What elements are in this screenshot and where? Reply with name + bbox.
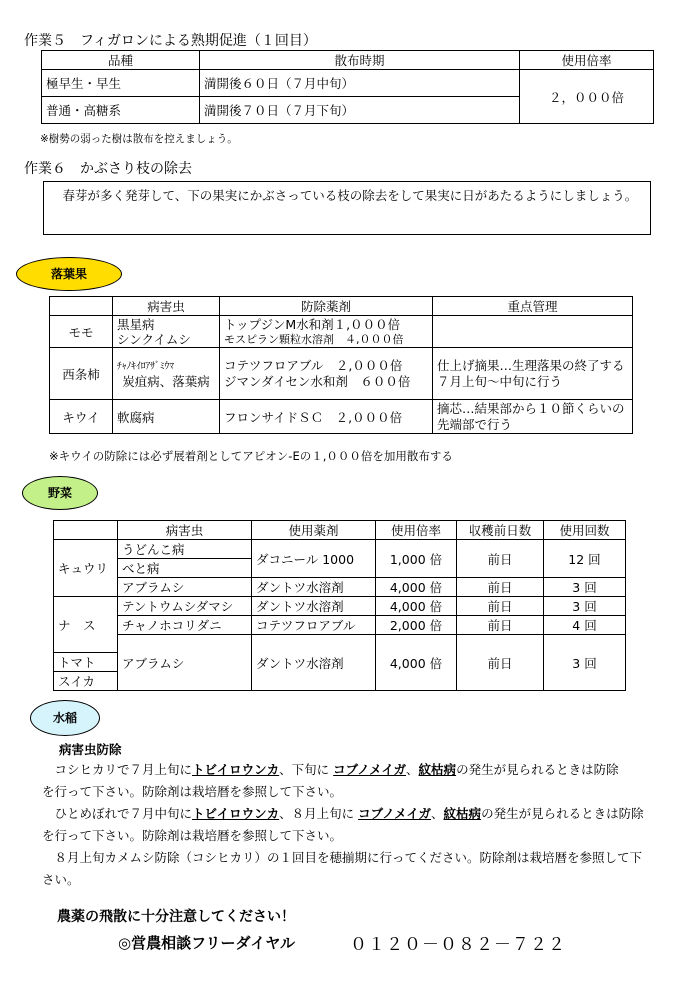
drug-item: トップジンM水和剤１,０００倍: [224, 316, 401, 332]
text: ひとめぼれで７月中旬に: [42, 806, 193, 821]
task5-header-rate: 使用倍率: [520, 51, 654, 70]
drug-item: フロンサイドＳＣ ２,０００倍: [224, 409, 403, 425]
deciduous-mgmt-peach: [433, 316, 633, 348]
rice-paragraph-3: ８月上旬カメムシ防除（コシヒカリ）の１回目を穂揃期に行ってください。防除剤は栽培暦を参照して下: [42, 850, 643, 865]
deciduous-header-crop: [50, 297, 113, 316]
task5-timing-1: 満開後６０日（７月中旬）: [200, 70, 520, 97]
task5-variety-1: 極早生・早生: [42, 70, 200, 97]
veg-harvest: 前日: [457, 578, 544, 597]
veg-count: 12 回: [544, 540, 626, 578]
pest-leaf-folder: コブノメイガ: [333, 762, 407, 777]
pest-item: 黒星病: [117, 316, 155, 332]
veg-pest: テントウムシダマシ: [118, 597, 252, 616]
pest-item: 軟腐病: [117, 409, 155, 425]
vegetables-table: [53, 520, 626, 691]
task6-body-box: [43, 181, 651, 235]
pest-item: シンクイムシ: [117, 331, 191, 347]
rice-paragraph-2: [42, 804, 692, 823]
deciduous-note: ※キウイの防除には必ず展着剤としてアピオン-Eの１,０００倍を加用散布する: [49, 449, 453, 463]
veg-drug: ダコニール 1000: [252, 540, 376, 578]
veg-harvest: 前日: [457, 635, 544, 691]
veg-rate: 4,000 倍: [376, 597, 457, 616]
rice-paragraph-1: [42, 760, 692, 779]
task5-rate: ２，０００倍: [520, 70, 654, 124]
veg-header-drug: 使用薬剤: [252, 521, 376, 540]
veg-header-count: 使用回数: [544, 521, 626, 540]
rice-paragraph-3b: さい。: [42, 872, 80, 887]
veg-count: 3 回: [544, 578, 626, 597]
rice-paragraph-1b: を行って下さい。防除剤は栽培暦を参照して下さい。: [42, 784, 343, 799]
veg-pest: チャノホコリダニ: [118, 616, 252, 635]
deciduous-drugs-peach: [220, 316, 433, 348]
drug-item: ジマンダイセン水和剤 ６００倍: [224, 373, 411, 389]
veg-pest: アブラムシ: [118, 578, 252, 597]
veg-harvest: 前日: [457, 540, 544, 578]
task5-title: 作業５ フィガロンによる熟期促進（１回目）: [24, 33, 317, 49]
text: 、: [431, 806, 444, 821]
deciduous-crop-persimmon: 西条柿: [50, 348, 113, 400]
deciduous-drugs-kiwi: [220, 400, 433, 434]
veg-harvest: 前日: [457, 616, 544, 635]
text: の発生が見られるときは防除: [481, 806, 644, 821]
pest-sheath-blight: 紋枯病: [443, 806, 482, 821]
veg-crop-cucumber: キュウリ: [54, 540, 118, 597]
footer-hotline-label: ◎営農相談フリーダイヤル: [118, 934, 296, 952]
veg-rate: 2,000 倍: [376, 616, 457, 635]
text: 、８月上旬に: [279, 806, 359, 821]
veg-rate: 4,000 倍: [376, 635, 457, 691]
veg-pest: うどんこ病: [118, 540, 252, 559]
veg-header-crop: [54, 521, 118, 540]
veg-header-rate: 使用倍率: [376, 521, 457, 540]
deciduous-mgmt-persimmon: 仕上げ摘果…生理落果の終了する７月上旬～中旬に行う: [433, 348, 633, 400]
deciduous-pests-kiwi: [113, 400, 220, 434]
footer-hotline-number[interactable]: ０１２０－０８２－７２２: [350, 935, 566, 955]
pest-brown-planthopper: トビイロウンカ: [192, 806, 280, 821]
task5-header-timing: 散布時期: [200, 51, 520, 70]
rice-body: [42, 760, 692, 889]
text: 、: [406, 762, 419, 777]
drug-item: モスピラン顆粒水溶剤 ４,０００倍: [224, 332, 404, 346]
veg-crop-eggplant: ナ ス: [54, 597, 118, 653]
veg-crop-tomato: トマト: [54, 653, 118, 672]
vegetables-label: 野菜: [22, 476, 98, 510]
veg-drug: ダントツ水溶剤: [252, 578, 376, 597]
veg-rate: 1,000 倍: [376, 540, 457, 578]
veg-drug: ダントツ水溶剤: [252, 635, 376, 691]
veg-drug: コテツフロアブル: [252, 616, 376, 635]
deciduous-table: [49, 296, 633, 434]
veg-header-pest: 病害虫: [118, 521, 252, 540]
deciduous-pests-persimmon: [113, 348, 220, 400]
task5-variety-2: 普通・高糖系: [42, 97, 200, 124]
task5-table: [41, 50, 654, 124]
deciduous-crop-peach: モモ: [50, 316, 113, 348]
pest-item: ﾁｬﾉｷｲﾛｱｻﾞﾐｳﾏ: [117, 360, 175, 372]
task5-timing-2: 満開後７０日（７月下旬）: [200, 97, 520, 124]
rice-heading: 病害虫防除: [59, 742, 122, 757]
text: の発生が見られるときは防除: [456, 762, 619, 777]
deciduous-header-mgmt: 重点管理: [433, 297, 633, 316]
deciduous-crop-kiwi: キウイ: [50, 400, 113, 434]
veg-pest: アブラムシ: [118, 635, 252, 691]
task5-note: ※樹勢の弱った樹は散布を控えましょう。: [40, 133, 238, 145]
drug-item: コテツフロアブル ２,０００倍: [224, 357, 403, 373]
veg-count: 3 回: [544, 597, 626, 616]
deciduous-mgmt-kiwi: 摘芯…結果部から１０節くらいの先端部で行う: [433, 400, 633, 434]
footer-warning: 農薬の飛散に十分注意してください！: [57, 909, 295, 925]
pest-sheath-blight: 紋枯病: [418, 762, 457, 777]
veg-pest: べと病: [118, 559, 252, 578]
task5-header-variety: 品種: [42, 51, 200, 70]
veg-rate: 4,000 倍: [376, 578, 457, 597]
veg-harvest: 前日: [457, 597, 544, 616]
task6-title: 作業６ かぶさり枝の除去: [24, 161, 192, 177]
text: 、下旬に: [279, 762, 334, 777]
veg-count: 4 回: [544, 616, 626, 635]
rice-label: 水稲: [30, 700, 100, 736]
deciduous-header-pest: 病害虫: [113, 297, 220, 316]
deciduous-label: 落葉果: [16, 257, 122, 291]
pest-brown-planthopper: トビイロウンカ: [192, 762, 280, 777]
veg-header-harvest: 収穫前日数: [457, 521, 544, 540]
veg-drug: ダントツ水溶剤: [252, 597, 376, 616]
deciduous-header-drug: 防除薬剤: [220, 297, 433, 316]
text: コシヒカリで７月上旬に: [42, 762, 193, 777]
veg-crop-watermelon: スイカ: [54, 672, 118, 691]
pest-item: 炭疽病、落葉病: [122, 373, 210, 389]
deciduous-pests-peach: [113, 316, 220, 348]
task6-body: 春芽が多く発芽して、下の果実にかぶさっている枝の除去をして果実に日があたるようにしましょう。: [50, 188, 638, 203]
deciduous-drugs-persimmon: [220, 348, 433, 400]
veg-count: 3 回: [544, 635, 626, 691]
pest-leaf-folder: コブノメイガ: [358, 806, 432, 821]
rice-paragraph-2b: を行って下さい。防除剤は栽培暦を参照して下さい。: [42, 828, 343, 843]
